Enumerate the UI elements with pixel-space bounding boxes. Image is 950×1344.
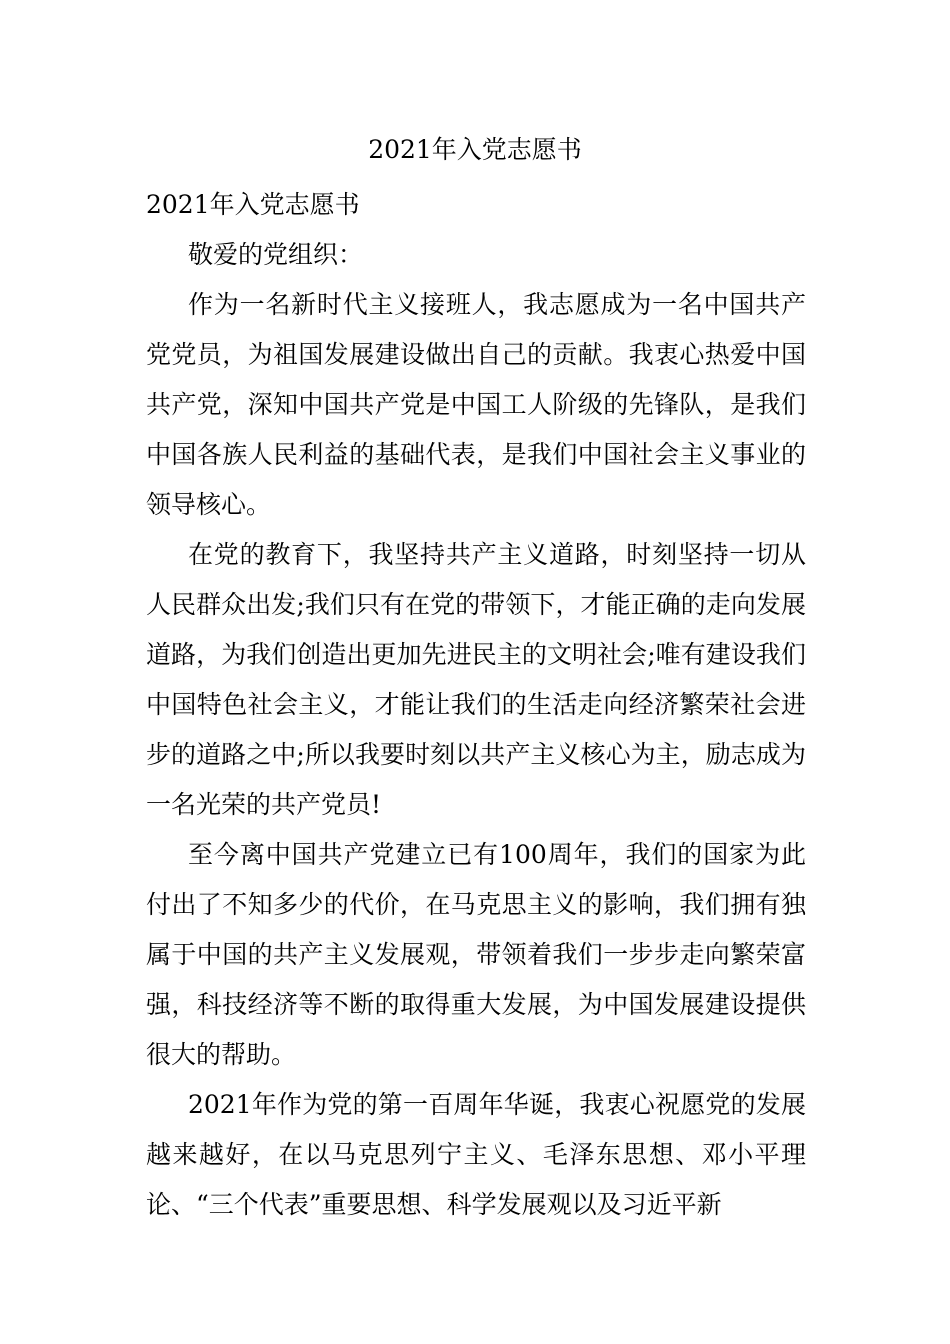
document-body (146, 180, 806, 1230)
document-subtitle: 2021年入党志愿书 (146, 190, 360, 219)
paragraph-3: 至今离中国共产党建立已有100周年，我们的国家为此付出了不知多少的代价，在马克思主义的影响，我们拥有独属于中国的共产主义发展观，带领着我们一步步走向繁荣富强，科技经济等不断的取得重大发展，为中国发展建设提供很大的帮助。 (146, 840, 806, 1069)
paragraph-1: 作为一名新时代主义接班人，我志愿成为一名中国共产党党员，为祖国发展建设做出自己的贡献。我衷心热爱中国共产党，深知中国共产党是中国工人阶级的先锋队，是我们中国各族人民利益的基础代表，是我们中国社会主义事业的领导核心。 (146, 290, 806, 519)
document-title: 2021年入党志愿书 (368, 135, 582, 164)
paragraph-4: 2021年作为党的第一百周年华诞，我衷心祝愿党的发展越来越好，在以马克思列宁主义、毛泽东思想、邓小平理论、“三个代表”重要思想、科学发展观以及习近平新 (146, 1090, 806, 1219)
paragraph-2: 在党的教育下，我坚持共产主义道路，时刻坚持一切从人民群众出发;我们只有在党的带领下，才能正确的走向发展道路，为我们创造出更加先进民主的文明社会;唯有建设我们中国特色社会主义，才能让我们的生活走向经济繁荣社会进步的道路之中;所以我要时刻以共产主义核心为主，励志成为一名光荣的共产党员! (146, 540, 806, 819)
salutation: 敬爱的党组织： (188, 240, 364, 269)
